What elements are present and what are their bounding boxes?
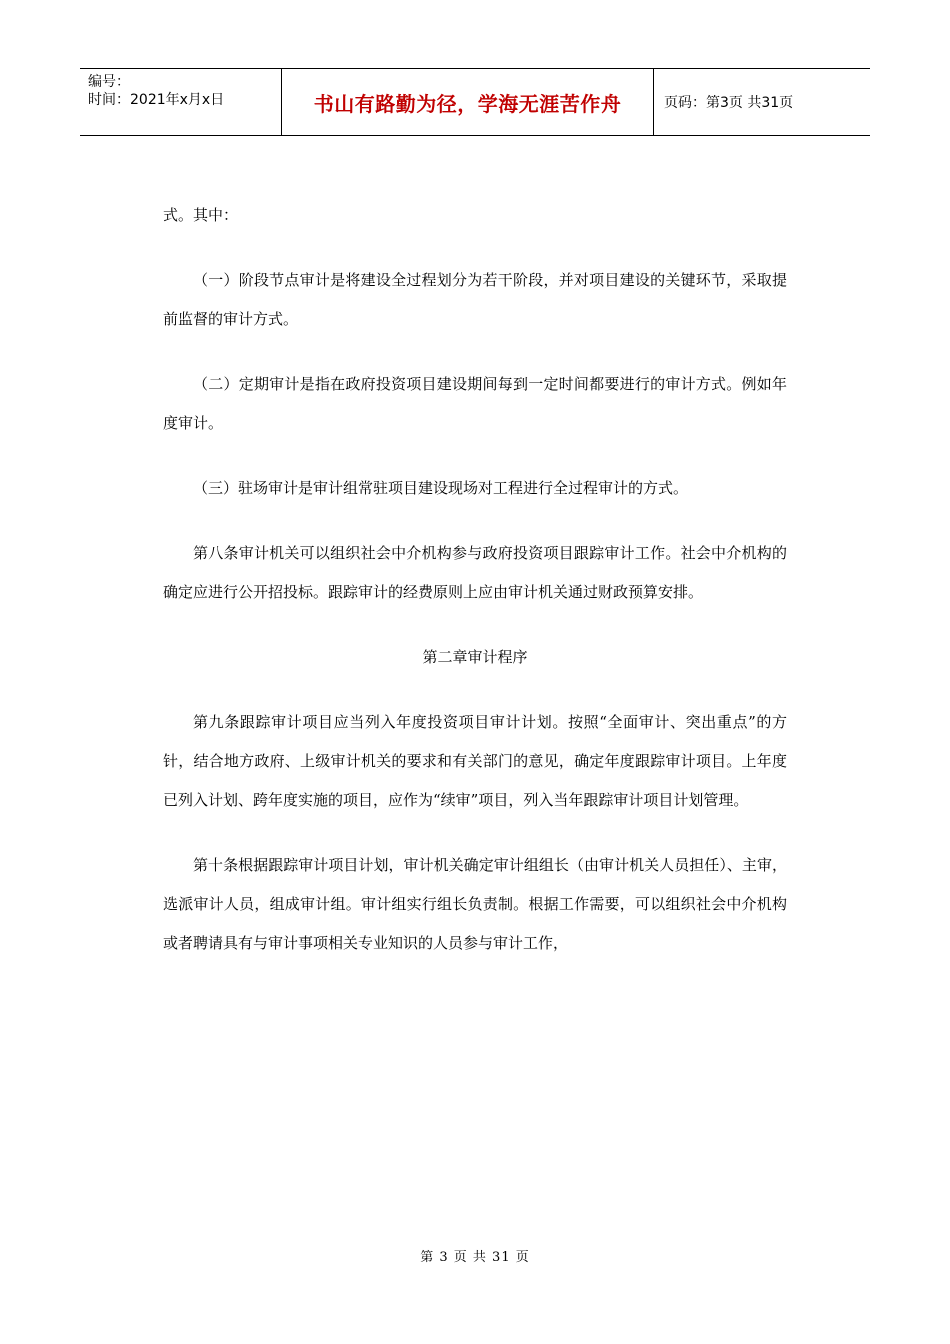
page-footer: 第 3 页 共 31 页 xyxy=(420,1250,530,1265)
paragraph-article-10: 第十条根据跟踪审计项目计划，审计机关确定审计组组长（由审计机关人员担任）、主审，选派审计人员，组成审计组。审计组实行组长负责制。根据工作需要，可以组织社会中介机构或者聘请具有与审计事项相关专业知识的人员参与审计工作， xyxy=(163,856,787,952)
paragraph-item-1: （一）阶段节点审计是将建设全过程划分为若干阶段，并对项目建设的关键环节，采取提前监督的审计方式。 xyxy=(163,271,787,328)
header-page-info: 页码：第3页 共31页 xyxy=(664,95,794,111)
header-motto: 书山有路勤为径，学海无涯苦作舟 xyxy=(282,69,654,135)
paragraph-continuation: 式。其中： xyxy=(163,206,239,224)
document-number-label: 编号： xyxy=(88,74,130,90)
chapter-heading: 第二章审计程序 xyxy=(422,648,528,666)
paragraph-article-9: 第九条跟踪审计项目应当列入年度投资项目审计计划。按照“全面审计、突出重点”的方针，结合地方政府、上级审计机关的要求和有关部门的意见，确定年度跟踪审计项目。上年度已列入计划、跨年度实施的项目，应作为“续审”项目，列入当年跟踪审计项目计划管理。 xyxy=(163,713,787,809)
document-date-label: 时间：2021年x月x日 xyxy=(88,92,225,108)
page-header xyxy=(80,68,870,136)
document-body xyxy=(163,196,787,989)
paragraph-article-8: 第八条审计机关可以组织社会中介机构参与政府投资项目跟踪审计工作。社会中介机构的确定应进行公开招投标。跟踪审计的经费原则上应由审计机关通过财政预算安排。 xyxy=(163,544,787,601)
paragraph-item-2: （二）定期审计是指在政府投资项目建设期间每到一定时间都要进行的审计方式。例如年度审计。 xyxy=(163,375,787,432)
header-meta xyxy=(80,69,282,135)
paragraph-item-3: （三）驻场审计是审计组常驻项目建设现场对工程进行全过程审计的方式。 xyxy=(193,479,689,497)
